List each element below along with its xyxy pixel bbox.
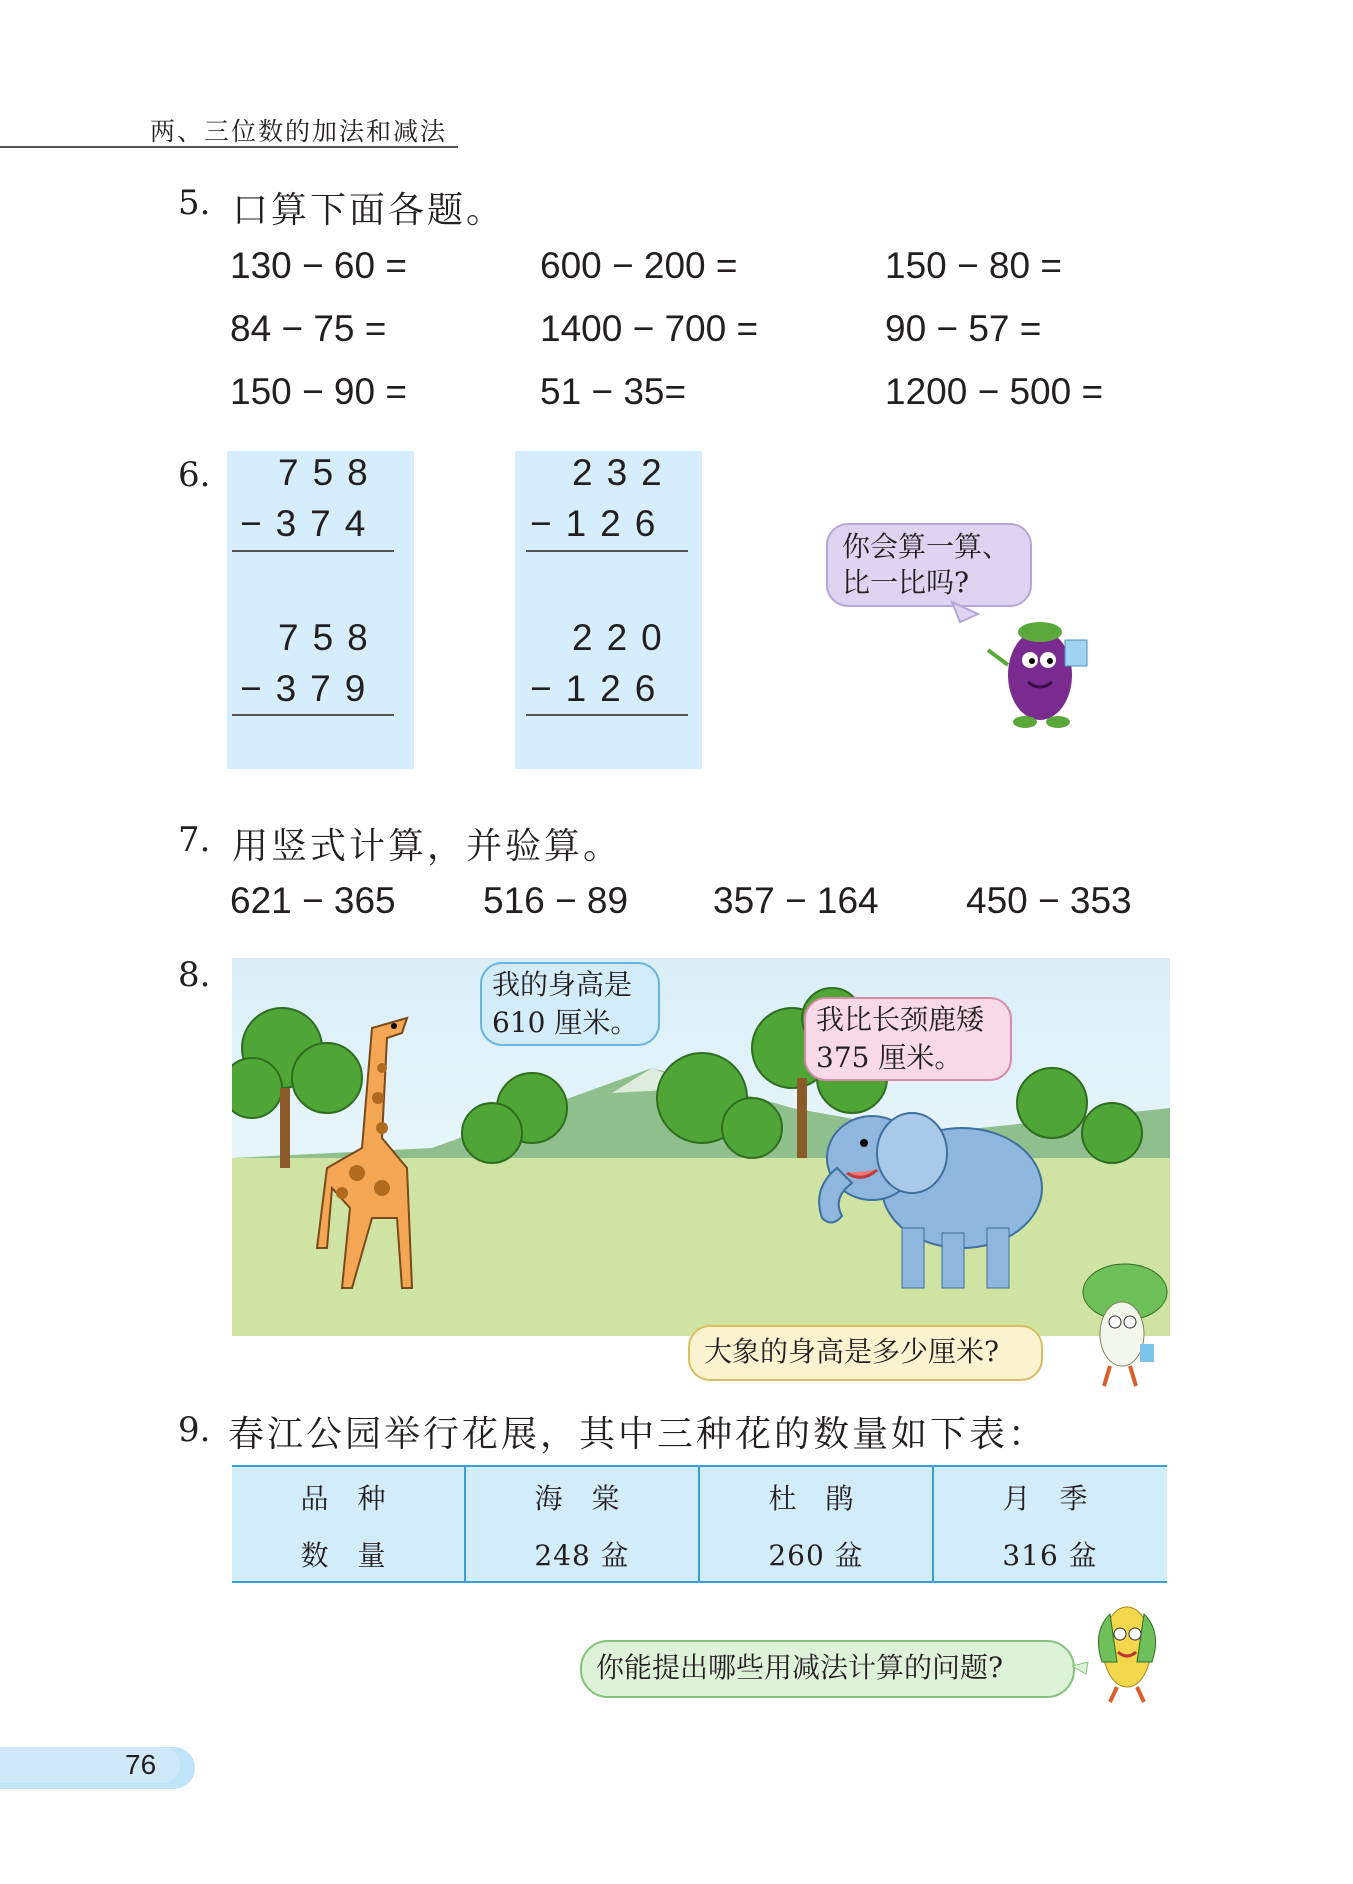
table-cell-rose: 316 盆 xyxy=(1002,1539,1098,1572)
q5-eq-3-2: 51 − 35= xyxy=(540,371,687,412)
giraffe-bubble-line-1: 我的身高是 xyxy=(492,968,633,1001)
speech-bubble-question: 大象的身高是多少厘米? xyxy=(688,1325,1043,1381)
q5-eq-1-2: 600 − 200 = xyxy=(540,245,738,286)
header-rule xyxy=(0,146,458,148)
table-header-begonia: 海 棠 xyxy=(534,1482,630,1515)
vertical-work-box-2 xyxy=(515,451,702,769)
table-row-label: 数 量 xyxy=(300,1539,396,1572)
question-9-text: 春江公园举行花展，其中三种花的数量如下表： xyxy=(228,1414,1048,1455)
q5-eq-1-3: 150 − 80 = xyxy=(885,245,1062,286)
q5-eq-3-3: 1200 − 500 = xyxy=(885,371,1104,412)
q5-eq-1-1: 130 − 60 = xyxy=(230,245,407,286)
question-9-number: 9. xyxy=(178,1410,211,1450)
q7-item-3: 357 − 164 xyxy=(713,880,879,921)
bubble-line-2: 比一比吗? xyxy=(842,566,970,599)
vertical-work-box-1 xyxy=(227,451,414,769)
q6-box2-rule-b xyxy=(526,714,688,716)
corn-mascot-icon xyxy=(1072,1592,1172,1704)
elephant-bubble-line-2: 375 厘米。 xyxy=(816,1041,963,1074)
q7-item-2: 516 − 89 xyxy=(483,880,629,921)
question-7-text: 用竖式计算，并验算。 xyxy=(232,826,623,867)
q6-box1-top-a: 758 xyxy=(278,452,382,493)
speech-bubble-subtraction-question: 你能提出哪些用减法计算的问题? xyxy=(580,1640,1075,1698)
question-5-text: 口算下面各题。 xyxy=(232,190,506,231)
table-header-azalea: 杜 鹃 xyxy=(768,1482,864,1515)
q6-box2-top-b: 220 xyxy=(572,617,676,658)
q7-item-1: 621 − 365 xyxy=(230,880,396,921)
q5-eq-2-1: 84 − 75 = xyxy=(230,308,387,349)
q6-box2-bottom-b: −126 xyxy=(530,668,670,709)
speech-bubble-elephant xyxy=(804,997,1012,1081)
q6-box2-bottom-a: −126 xyxy=(530,503,670,544)
table-cell-azalea: 260 盆 xyxy=(768,1539,864,1572)
speech-bubble-compare xyxy=(826,523,1032,607)
chapter-title: 两、三位数的加法和减法 xyxy=(150,117,448,146)
q6-box1-rule-a xyxy=(232,550,394,552)
elephant-bubble-line-1: 我比长颈鹿矮 xyxy=(816,1003,985,1036)
table-header-variety: 品 种 xyxy=(300,1482,396,1515)
q5-eq-3-1: 150 − 90 = xyxy=(230,371,407,412)
q6-box2-top-a: 232 xyxy=(572,452,676,493)
table-cell-begonia: 248 盆 xyxy=(534,1539,630,1572)
eggplant-mascot-icon xyxy=(950,600,1120,730)
q6-box1-bottom-b: −379 xyxy=(240,668,380,709)
table-header-rose: 月 季 xyxy=(1002,1482,1098,1515)
bubble-line-1: 你会算一算、 xyxy=(842,530,1011,563)
giraffe-bubble-line-2: 610 厘米。 xyxy=(492,1006,639,1039)
question-7-number: 7. xyxy=(178,820,211,860)
question-6-number: 6. xyxy=(178,455,211,495)
giraffe-elephant-illustration xyxy=(232,958,1170,1336)
q7-item-4: 450 − 353 xyxy=(966,880,1132,921)
speech-bubble-giraffe xyxy=(480,962,660,1046)
question-5-number: 5. xyxy=(178,183,211,223)
q5-eq-2-2: 1400 − 700 = xyxy=(540,308,759,349)
q6-box1-bottom-a: −374 xyxy=(240,503,380,544)
q5-eq-2-3: 90 − 57 = xyxy=(885,308,1042,349)
q6-box1-top-b: 758 xyxy=(278,617,382,658)
q6-box1-rule-b xyxy=(232,714,394,716)
cabbage-mascot-icon xyxy=(1070,1262,1170,1392)
page-number: 76 xyxy=(125,1749,157,1780)
q6-box2-rule-a xyxy=(526,550,688,552)
question-8-number: 8. xyxy=(178,955,211,995)
flower-table xyxy=(232,1465,1167,1583)
